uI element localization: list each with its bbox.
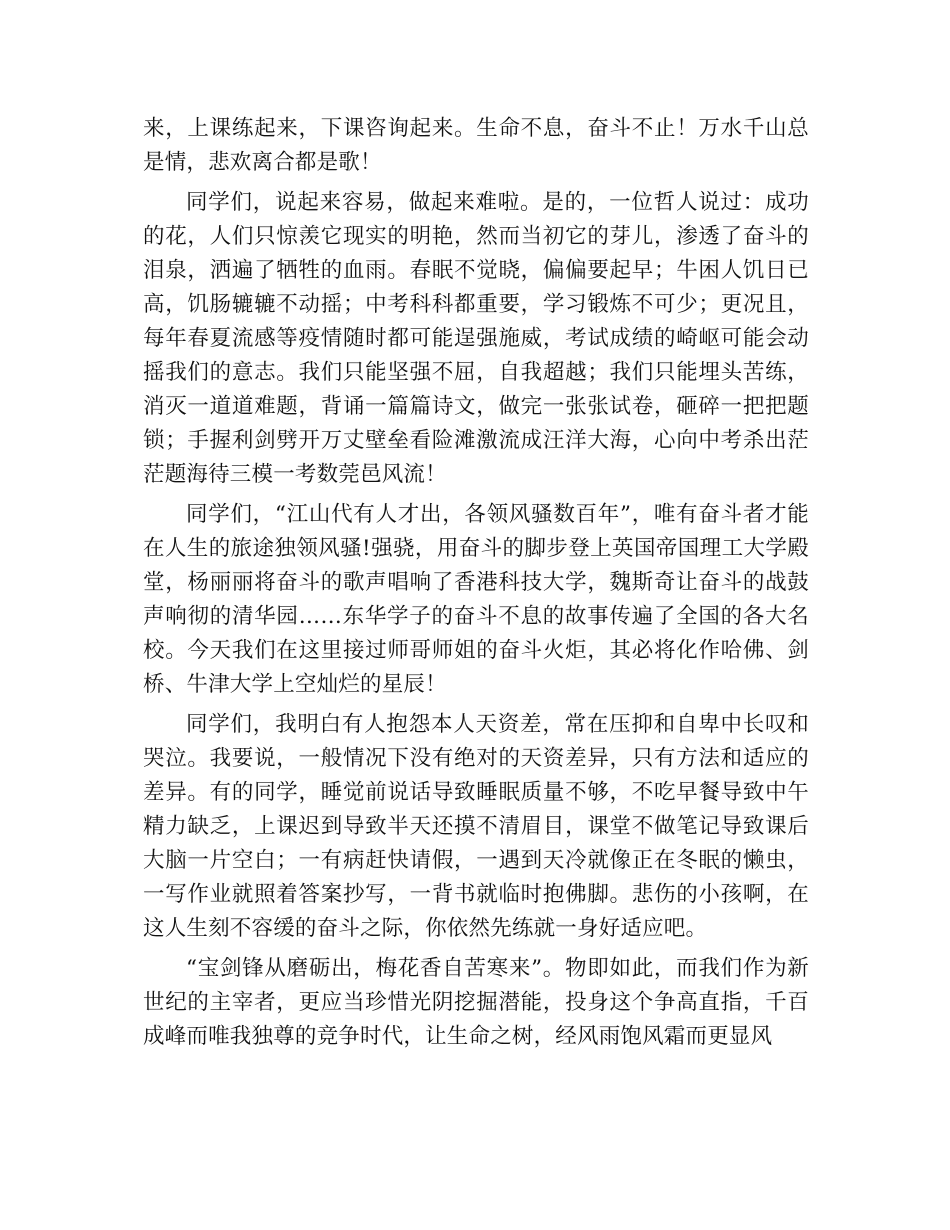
- document-page: [143, 112, 809, 1054]
- paragraph-1: 来，上课练起来，下课咨询起来。生命不息，奋斗不止！万水千山总是情，悲欢离合都是歌！: [143, 116, 809, 175]
- paragraph-2: 同学们，说起来容易，做起来难啦。是的，一位哲人说过：成功的花，人们只惊羡它现实的明艳，然而当初它的芽儿，渗透了奋斗的泪泉，洒遍了牺牲的血雨。春眠不觉晓，偏偏要起早；牛困人饥日已高，饥肠辘辘不动摇；中考科科都重要，学习锻炼不可少；更况且，每年春夏流感等疫情随时都可能逞强施威，考试成绩的崎岖可能会动摇我们的意志。我们只能坚强不屈，自我超越；我们只能埋头苦练，消灭一道道难题，背诵一篇篇诗文，做完一张张试卷，砸碎一把把题锁；手握利剑劈开万丈壁垒看险滩激流成汪洋大海，心向中考杀出茫茫题海待三模一考数莞邑风流！: [143, 190, 809, 487]
- paragraph-4: 同学们，我明白有人抱怨本人天资差，常在压抑和自卑中长叹和哭泣。我要说，一般情况下没有绝对的天资差异，只有方法和适应的差异。有的同学，睡觉前说话导致睡眠质量不够，不吃早餐导致中午精力缺乏，上课迟到导致半天还摸不清眉目，课堂不做笔记导致课后大脑一片空白；一有病赶快请假，一遇到天冷就像正在冬眠的懒虫，一写作业就照着答案抄写，一背书就临时抱佛脚。悲伤的小孩啊，在这人生刻不容缓的奋斗之际，你依然先练就一身好适应吧。: [143, 712, 809, 941]
- paragraph-3: 同学们，“江山代有人才出，各领风骚数百年”，唯有奋斗者才能在人生的旅途独领风骚!强骁，用奋斗的脚步登上英国帝国理工大学殿堂，杨丽丽将奋斗的歌声唱响了香港科技大学，魏斯奇让奋斗的战鼓声响彻的清华园……东华学子的奋斗不息的故事传遍了全国的各大名校。今天我们在这里接过师哥师姐的奋斗火炬，其必将化作哈佛、剑桥、牛津大学上空灿烂的星辰！: [143, 502, 809, 697]
- paragraph-5: “宝剑锋从磨砺出，梅花香自苦寒来”。物即如此，而我们作为新世纪的主宰者，更应当珍惜光阴挖掘潜能，投身这个争高直指，千百成峰而唯我独尊的竞争时代，让生命之树，经风雨饱风霜而更显风: [143, 956, 809, 1049]
